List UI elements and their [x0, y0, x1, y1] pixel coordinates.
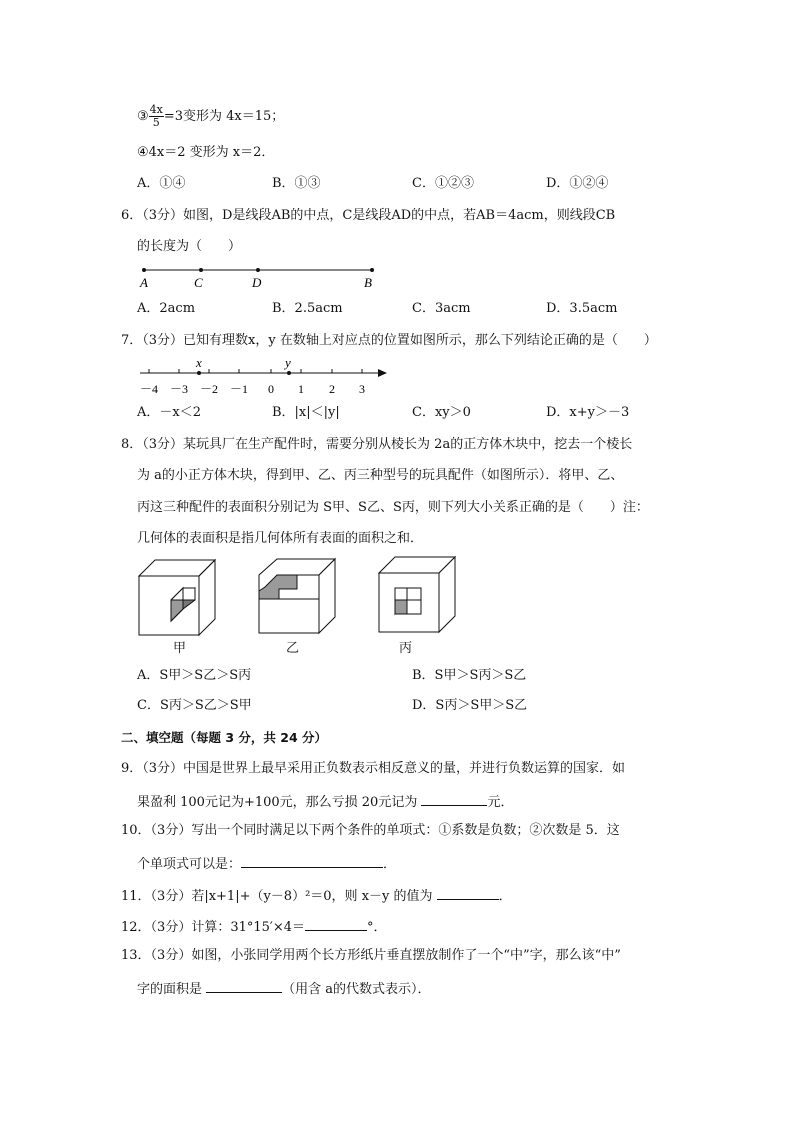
q8-fig-label-yi: 乙: [286, 641, 300, 656]
label-a: A: [140, 275, 148, 290]
label-b: B: [364, 275, 372, 290]
q6-stem-line2: 的长度为（ ）: [137, 239, 242, 254]
q5-option-c: C．①②③: [412, 176, 474, 191]
q5-item3-prefix: ③: [137, 109, 149, 124]
point-y: [287, 371, 291, 375]
q7-option-c: C．xy＞0: [412, 405, 471, 420]
fraction-numerator: 4x: [149, 103, 163, 116]
q9-line2-text: 果盈利 100元记为+100元，那么亏损 20元记为: [137, 795, 418, 810]
q10-answer-blank[interactable]: [241, 853, 383, 868]
q12-end: °．: [367, 920, 387, 935]
q13-line2-end: （用含 a的代数式表示）．: [282, 982, 431, 997]
tick-label: －3: [170, 382, 189, 396]
point-x: [197, 371, 201, 375]
q9-line2-unit: 元．: [487, 795, 514, 810]
q7-option-d: D．x+y＞－3: [546, 405, 630, 420]
q6-option-b: B．2.5acm: [272, 301, 343, 316]
q8-stem-line2: 为 a的小正方体木块，得到甲、乙、丙三种型号的玩具配件（如图所示）．将甲、乙、: [137, 468, 624, 483]
q6-stem-line1: 6．（3分）如图，D是线段AB的中点，C是线段AD的中点，若AB＝4acm，则线段CB: [121, 208, 616, 223]
q5-item4: ④4x＝2 变形为 x＝2．: [137, 145, 275, 160]
point-c: [199, 268, 203, 272]
section-heading-fill-blank: 二、填空题（每题 3 分，共 24 分）: [121, 730, 328, 745]
q13-answer-blank[interactable]: [206, 978, 282, 993]
q6-segment-figure: [135, 263, 395, 293]
q8-cube-jia: [137, 557, 217, 639]
q6-option-c: C．3acm: [412, 301, 471, 316]
axis-arrow-icon: [378, 369, 387, 377]
q6-option-d: D．3.5acm: [546, 301, 618, 316]
q8-fig-label-jia: 甲: [173, 641, 187, 656]
q5-option-b: B．①③: [272, 176, 321, 191]
fraction-denominator: 5: [152, 116, 160, 129]
q13-line1: 13．（3分）如图，小张同学用两个长方形纸片垂直摆放制作了一个“中”字，那么该“中”: [121, 948, 621, 963]
q7-number-line: [135, 355, 395, 397]
point-d: [256, 268, 260, 272]
q5-item3-fraction: [149, 104, 164, 129]
q12-text: 12．（3分）计算：31°15′×4＝: [121, 920, 306, 935]
q5-option-a: A．①④: [137, 176, 186, 191]
q5-item3-rest: =3变形为 4x＝15；: [163, 109, 285, 124]
q11-text: 11．（3分）若|x+1|+（y－8）²＝0，则 x－y 的值为: [121, 889, 433, 904]
q7-option-a: A．－x＜2: [137, 405, 201, 420]
q8-fig-label-bing: 丙: [399, 641, 413, 656]
q11-line: [121, 885, 512, 906]
q5-option-d: D．①②④: [546, 176, 609, 191]
tick-label: －2: [200, 382, 219, 396]
q8-option-a: A．S甲＞S乙＞S丙: [137, 668, 252, 683]
tick-label: 0: [268, 382, 274, 396]
q8-stem-line4: 几何体的表面积是指几何体所有表面的面积之和．: [137, 531, 424, 546]
q7-option-b: B．|x|＜|y|: [272, 405, 340, 420]
tick-label: －1: [230, 382, 249, 396]
q9-answer-blank[interactable]: [421, 791, 487, 806]
q10-line2-end: ．: [383, 857, 397, 872]
q10-line2-text: 个单项式可以是：: [137, 857, 242, 872]
point-b: [370, 268, 374, 272]
q9-line2: [137, 791, 513, 812]
q5-item3: [137, 104, 284, 129]
label-c: C: [194, 275, 203, 290]
q8-cube-bing: [377, 554, 457, 636]
q12-answer-blank[interactable]: [305, 916, 367, 931]
q10-line1: 10．（3分）写出一个同时满足以下两个条件的单项式：①系数是负数；②次数是 5．这: [121, 823, 620, 838]
point-y-label: y: [285, 355, 291, 370]
point-a: [142, 268, 146, 272]
q9-line1: 9．（3分）中国是世界上最早采用正负数表示相反意义的量，并进行负数运算的国家．如: [121, 761, 626, 776]
tick-label: 2: [329, 382, 335, 396]
label-d: D: [252, 275, 262, 290]
tick-label: －4: [140, 382, 159, 396]
q7-stem: 7．（3分）已知有理数x，y 在数轴上对应点的位置如图所示，那么下列结论正确的是（ ）: [121, 333, 657, 348]
tick-label: 3: [359, 382, 365, 396]
q8-stem-line3: 丙这三种配件的表面积分别记为 S甲、S乙、S丙，则下列大小关系正确的是（ ）注：: [137, 500, 649, 515]
q11-end: ．: [498, 889, 512, 904]
q10-line2: [137, 853, 396, 874]
q11-answer-blank[interactable]: [437, 885, 499, 900]
q6-option-a: A．2acm: [137, 301, 196, 316]
q8-stem-line1: 8．（3分）某玩具厂在生产配件时，需要分别从棱长为 2a的正方体木块中，挖去一个棱长: [121, 437, 633, 452]
q8-cube-yi: [257, 555, 337, 637]
q13-line2: [137, 978, 431, 999]
q13-line2-text: 字的面积是: [137, 982, 203, 997]
q8-option-d: D．S丙＞S甲＞S乙: [412, 698, 528, 713]
tick-label: 1: [298, 382, 304, 396]
point-x-label: x: [196, 355, 202, 370]
q12-line: [121, 916, 387, 937]
q8-option-b: B．S甲＞S丙＞S乙: [412, 668, 527, 683]
axis-ticks: [149, 369, 362, 373]
q8-option-c: C．S丙＞S乙＞S甲: [137, 698, 252, 713]
